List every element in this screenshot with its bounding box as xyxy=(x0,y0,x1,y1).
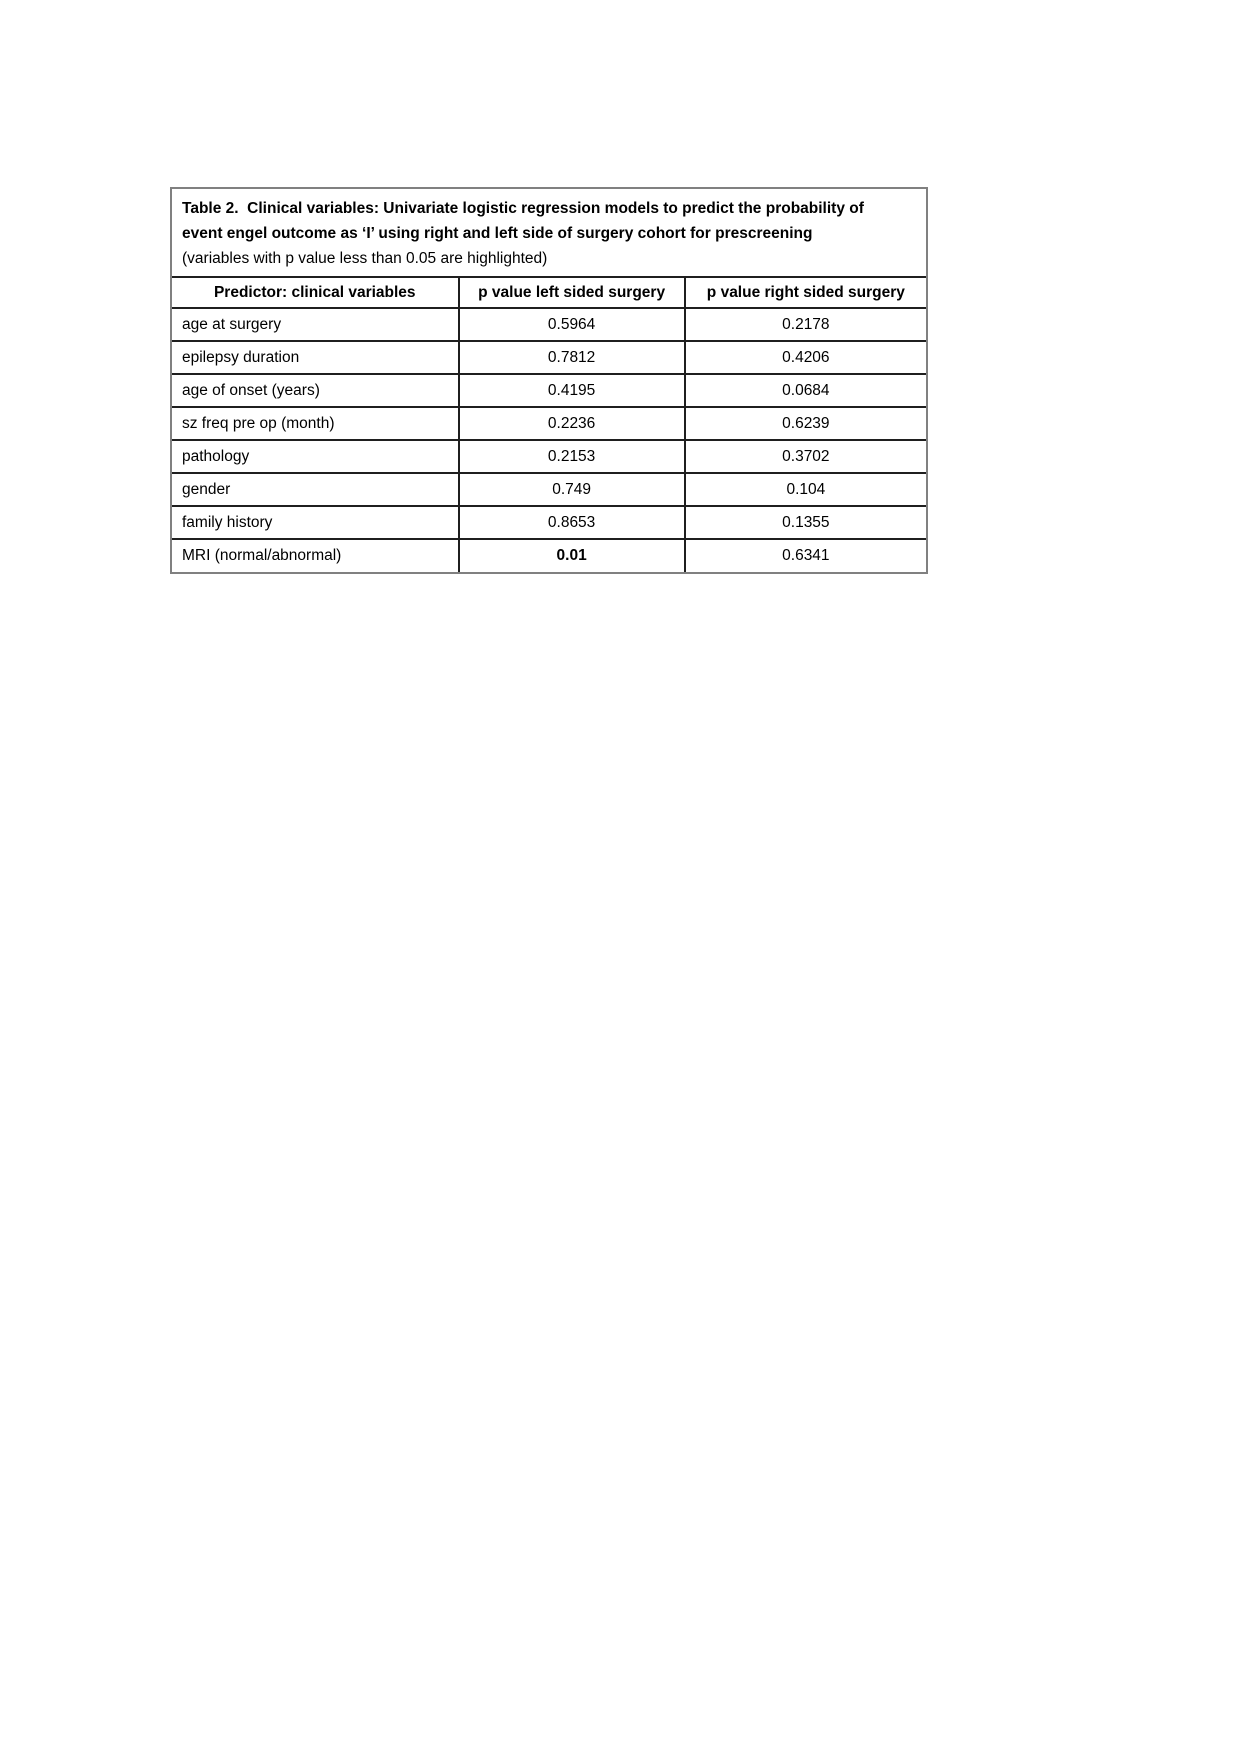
column-header-p-right: p value right sided surgery xyxy=(685,277,926,308)
cell-p-left: 0.2153 xyxy=(459,440,685,473)
cell-predictor: gender xyxy=(172,473,459,506)
cell-p-right: 0.6239 xyxy=(685,407,926,440)
cell-p-right: 0.2178 xyxy=(685,308,926,341)
cell-predictor: epilepsy duration xyxy=(172,341,459,374)
table-row xyxy=(172,506,926,539)
table-2 xyxy=(172,189,926,572)
cell-p-left: 0.5964 xyxy=(459,308,685,341)
cell-predictor: MRI (normal/abnormal) xyxy=(172,539,459,572)
table-title-cell xyxy=(172,189,926,277)
cell-predictor: age of onset (years) xyxy=(172,374,459,407)
cell-predictor: family history xyxy=(172,506,459,539)
cell-predictor: sz freq pre op (month) xyxy=(172,407,459,440)
table-row xyxy=(172,308,926,341)
cell-p-left: 0.01 xyxy=(459,539,685,572)
table-header-row xyxy=(172,277,926,308)
table-2-frame xyxy=(170,187,928,574)
table-title-line-2: event engel outcome as ‘I’ using right and left side of surgery cohort for prescreening xyxy=(182,225,813,242)
table-title-line-3: (variables with p value less than 0.05 are highlighted) xyxy=(182,250,548,267)
cell-p-right: 0.6341 xyxy=(685,539,926,572)
cell-p-right: 0.0684 xyxy=(685,374,926,407)
cell-p-right: 0.1355 xyxy=(685,506,926,539)
cell-predictor: pathology xyxy=(172,440,459,473)
column-header-predictor: Predictor: clinical variables xyxy=(172,277,459,308)
cell-p-left: 0.8653 xyxy=(459,506,685,539)
cell-predictor: age at surgery xyxy=(172,308,459,341)
cell-p-right: 0.4206 xyxy=(685,341,926,374)
column-header-p-left: p value left sided surgery xyxy=(459,277,685,308)
cell-p-left: 0.2236 xyxy=(459,407,685,440)
table-row xyxy=(172,341,926,374)
cell-p-right: 0.3702 xyxy=(685,440,926,473)
cell-p-left: 0.7812 xyxy=(459,341,685,374)
cell-p-right: 0.104 xyxy=(685,473,926,506)
table-row xyxy=(172,440,926,473)
table-row xyxy=(172,374,926,407)
table-row xyxy=(172,539,926,572)
table-title-row xyxy=(172,189,926,277)
cell-p-left: 0.749 xyxy=(459,473,685,506)
cell-p-left: 0.4195 xyxy=(459,374,685,407)
table-row xyxy=(172,473,926,506)
table-title-line-1: Table 2. Clinical variables: Univariate logistic regression models to predict the probability of xyxy=(182,200,864,217)
table-row xyxy=(172,407,926,440)
